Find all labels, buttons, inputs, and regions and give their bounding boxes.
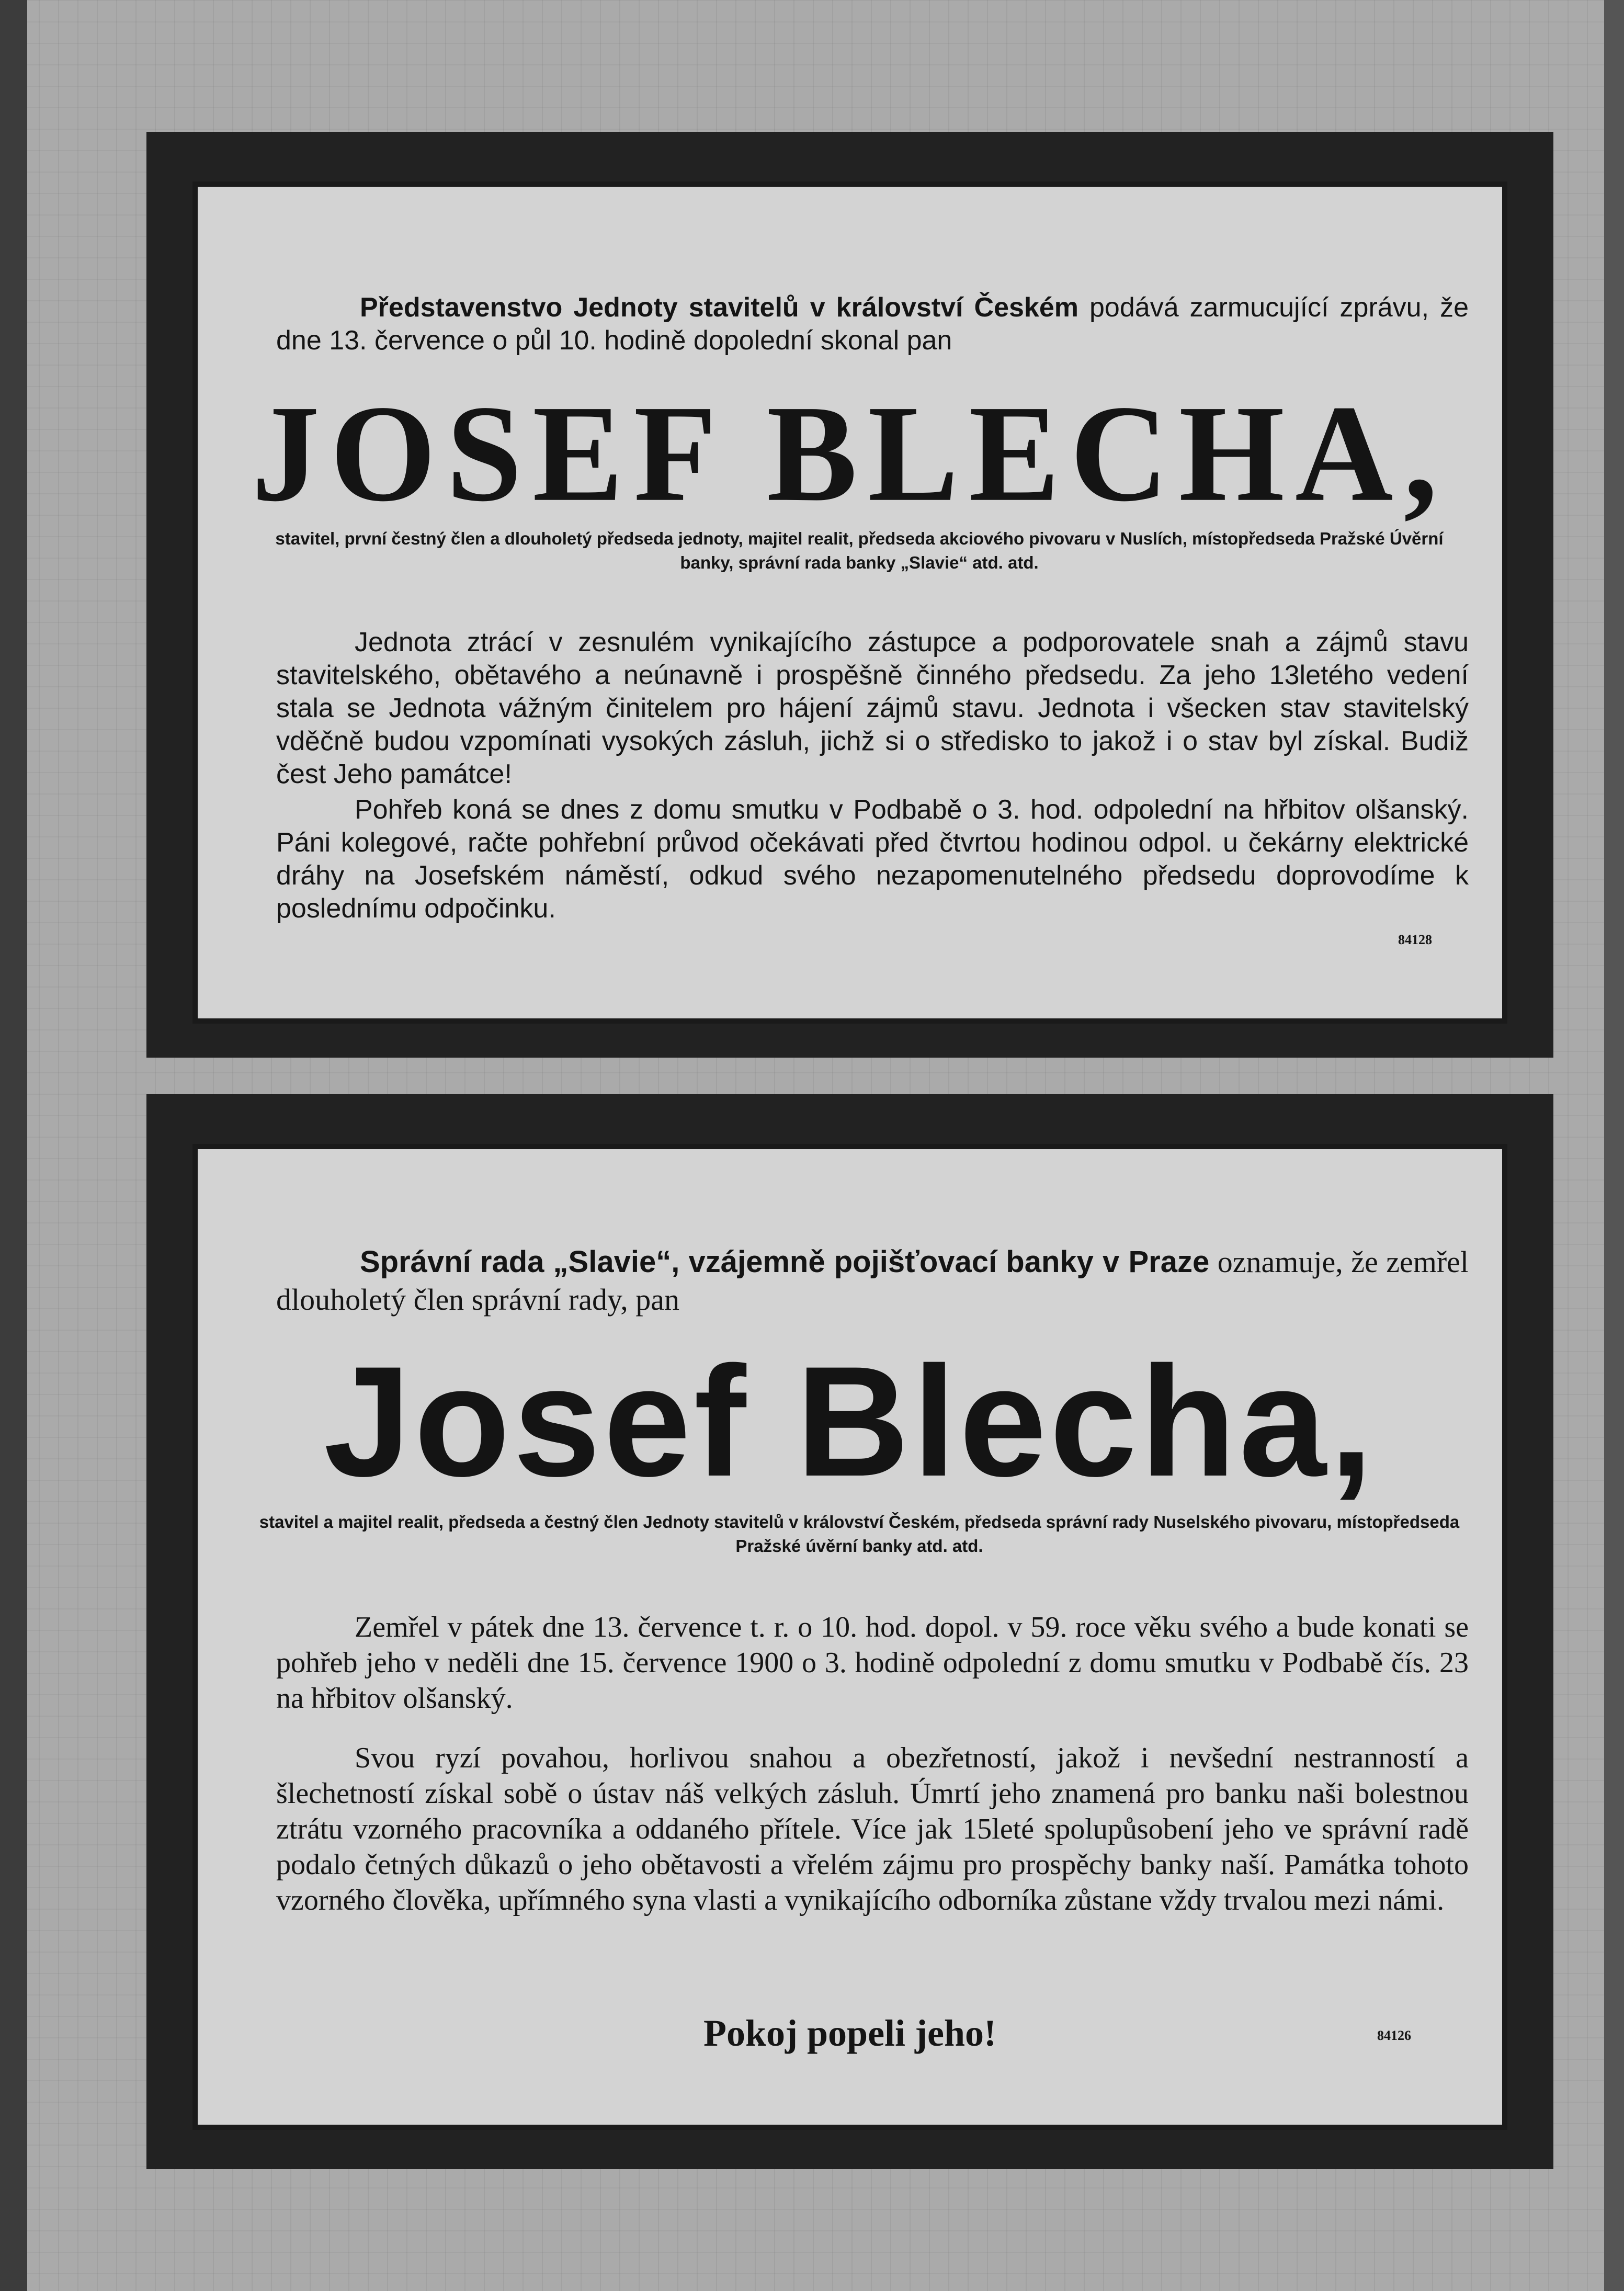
notice-reference-number: 84128	[1398, 932, 1432, 947]
notice-lead-rest: oznamuje, že zemřel dlouholetý člen správní rady, pan	[276, 1245, 1469, 1317]
notice-paragraph-1: Zemřel v pátek dne 13. července t. r. o 10. hod. dopol. v 59. roce věku svého a bude konati se pohřeb jeho v neděli dne 15. července 1900 o 3. hodině odpolední z domu smutku v Podbabě čís. 23 na hřbitov olšanský.	[276, 1611, 1469, 1715]
deceased-titles: stavitel, první čestný člen a dlouholetý předseda jednoty, majitel realit, předseda akciového pivovaru v Nuslích, místopředseda Pražské Úvěrní banky, správní rada banky „Slavie“ atd. atd.	[275, 529, 1444, 572]
page-gutter-right	[1604, 0, 1624, 2291]
deceased-titles: stavitel a majitel realit, předseda a čestný člen Jednoty stavitelů v království Českém, předseda správní rady Nuselského pivovaru, místopředseda Pražské úvěrní banky atd. atd.	[259, 1512, 1460, 1556]
obituary-notice-slavie	[146, 1094, 1553, 2169]
notice-reference-number: 84126	[1377, 2028, 1411, 2043]
notice-lead-bold: Představenstvo Jednoty stavitelů v království Českém	[360, 292, 1078, 323]
deceased-name-heading: Josef Blecha,	[323, 1333, 1377, 1509]
notice-lead	[276, 291, 1469, 357]
notice-inner-frame	[192, 182, 1507, 1024]
notice-lead-bold: Správní rada „Slavie“, vzájemně pojišťovací banky v Praze	[360, 1245, 1210, 1279]
page-gutter-left	[0, 0, 27, 2291]
notice-lead	[276, 1243, 1469, 1319]
notice-paragraph-2: Svou ryzí povahou, horlivou snahou a obezřetností, jakož i nevšední nestranností a šlechetností získal sobě o ústav náš velkých zásluh. Úmrtí jeho znamená pro banku naši bolestnou ztrátu vzorného pracovníka a oddaného přítele. Více jak 15leté spolupůsobení jeho ve správní radě podalo četných důkazů o jeho obětavosti a vřelém zájmu pro prospěchy banky naší. Památka tohoto vzorného člověka, upřímného syna vlasti a vynikajícího odborníka zůstane vždy trvalou mezi námi.	[276, 1742, 1469, 1916]
obituary-notice-jednota	[146, 132, 1553, 1058]
closing-line: Pokoj popeli jeho!	[703, 2012, 996, 2054]
notice-inner-frame	[192, 1144, 1507, 2130]
notice-lead-rest: podává zarmucující zprávu, že dne 13. července o půl 10. hodině dopolední skonal pan	[276, 292, 1469, 356]
notice-paragraph-1: Jednota ztrácí v zesnulém vynikajícího zástupce a podporovatele snah a zájmů stavu stavitelského, obětavého a neúnavně i prospěšně činného předsedu. Za jeho 13letého vedení stala se Jednota vážným činitelem pro hájení zájmů stavu. Jednota i všecken stav stavitelský vděčně budou vzpomínati vysokých zásluh, jichž si o středisko to jakož i o stav byl získal. Budiž čest Jeho památce!	[276, 627, 1469, 789]
deceased-name-heading: JOSEF BLECHA,	[252, 377, 1448, 530]
notice-paragraph-2: Pohřeb koná se dnes z domu smutku v Podbabě o 3. hod. odpolední na hřbitov olšanský. Páni kolegové, račte pohřební průvod očekávati před čtvrtou hodinou odpol. u čekárny elektrické dráhy na Josefském náměstí, odkud svého nezapomenutelného předsedu doprovodíme k poslednímu odpočinku.	[276, 795, 1469, 924]
